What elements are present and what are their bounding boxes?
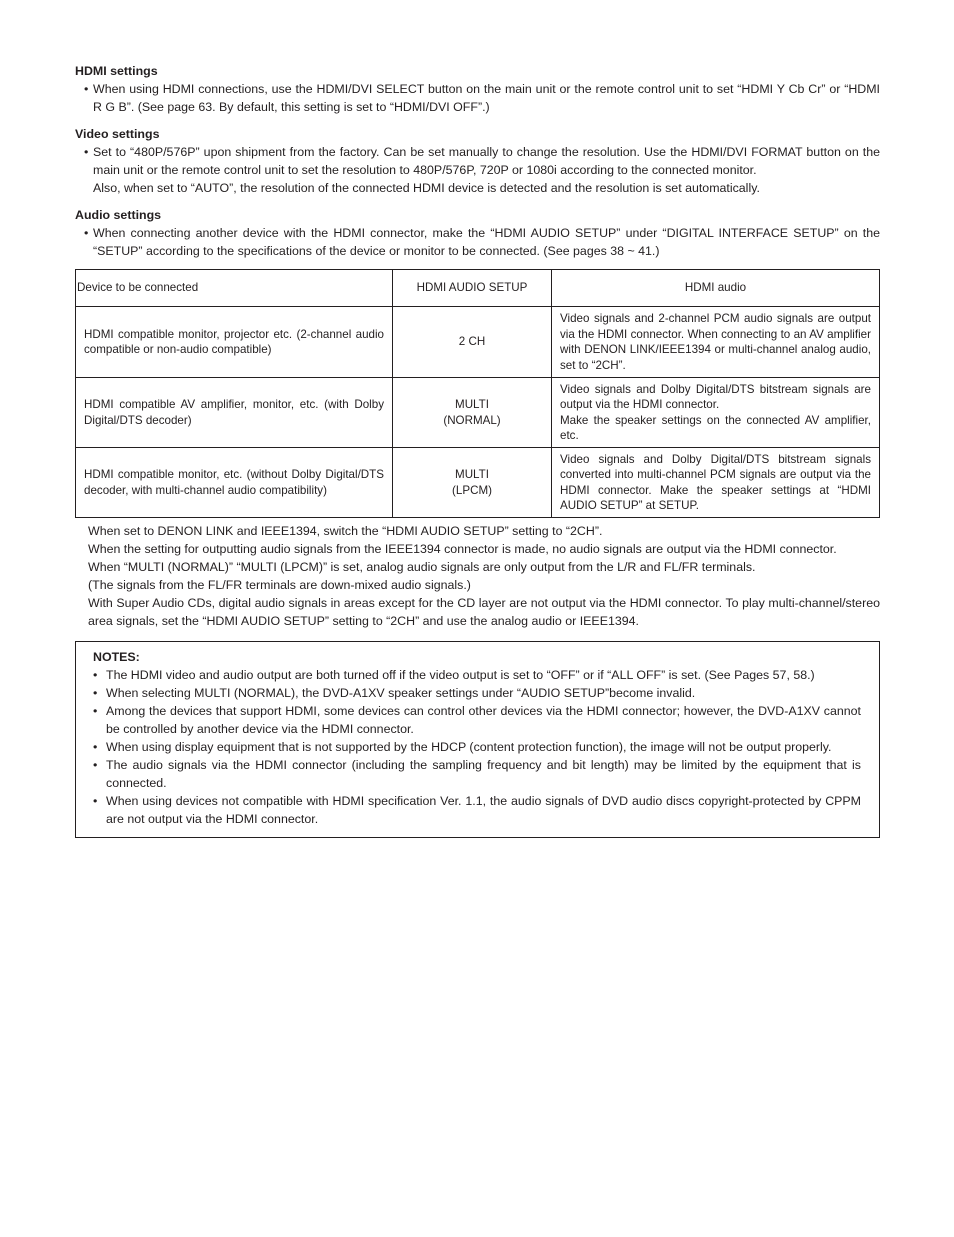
note-text: The HDMI video and audio output are both turned off if the video output is set to “OFF” or if “ALL OFF” is set. (See Pages 57, 58.) (106, 668, 815, 682)
hdmi-settings-section (75, 62, 880, 116)
note-text: When using display equipment that is not supported by the HDCP (content protection function), the image will not be output properly. (106, 740, 832, 754)
bullet-dot: • (93, 794, 98, 808)
bullet-dot: • (93, 686, 98, 700)
note-item (93, 738, 861, 756)
audio-cell (552, 307, 880, 378)
hdmi-settings-heading: HDMI settings (75, 64, 158, 78)
note-text: When selecting MULTI (NORMAL), the DVD-A1XV speaker settings under “AUDIO SETUP”become invalid. (106, 686, 696, 700)
notes-box (75, 641, 880, 838)
video-settings-section (75, 125, 880, 197)
setup-value: (NORMAL) (443, 413, 501, 427)
audio-settings-section (75, 206, 880, 260)
audio-settings-bullet (75, 224, 880, 260)
audio-text: Make the speaker settings on the connected AV amplifier, etc. (560, 413, 871, 442)
header-setup: HDMI AUDIO SETUP (393, 270, 552, 307)
bullet-dot: • (93, 758, 98, 772)
note-text: Among the devices that support HDMI, some devices can control other devices via the HDMI connector; however, the DVD-A1XV cannot be controlled by another device via the HDMI connector. (106, 704, 861, 736)
table-header-row (76, 270, 880, 307)
bullet-text: Also, when set to “AUTO”, the resolution of the connected HDMI device is detected and the resolution is set automatically. (93, 181, 760, 195)
video-settings-heading: Video settings (75, 127, 160, 141)
note-item (93, 702, 861, 738)
notes-list (93, 666, 861, 828)
notes-title: NOTES: (93, 650, 140, 664)
bullet-dot: • (84, 82, 89, 96)
bullet-text: When using HDMI connections, use the HDMI/DVI SELECT button on the main unit or the remote control unit to set “HDMI Y Cb Cr” or “HDMI R G B”. (See page 63. By default, this setting is set to “HDMI/DVI OFF”.) (93, 82, 880, 114)
setup-value: MULTI (455, 398, 489, 411)
bullet-dot: • (93, 704, 98, 718)
audio-cell (552, 448, 880, 518)
video-settings-bullet (75, 143, 880, 197)
footnote-text: (The signals from the FL/FR terminals are down-mixed audio signals.) (88, 578, 471, 592)
footnote-text: With Super Audio CDs, digital audio signals in areas except for the CD layer are not output via the HDMI connector. To play multi-channel/stereo area signals, set the “HDMI AUDIO SETUP” setting to “2CH” and use the analog audio or IEEE1394. (88, 596, 880, 628)
bullet-dot: • (93, 668, 98, 682)
hdmi-settings-bullet (75, 80, 880, 116)
hdmi-audio-table (75, 269, 880, 518)
table-row (76, 448, 880, 518)
device-cell: HDMI compatible AV amplifier, monitor, etc. (with Dolby Digital/DTS decoder) (76, 378, 393, 448)
setup-cell (393, 307, 552, 378)
setup-value: (LPCM) (452, 483, 492, 497)
footnote-text: When “MULTI (NORMAL)” “MULTI (LPCM)” is set, analog audio signals are only output from the L/R and FL/FR terminals. (88, 560, 756, 574)
table-row (76, 378, 880, 448)
note-text: The audio signals via the HDMI connector (including the sampling frequency and bit length) may be limited by the equipment that is connected. (106, 758, 861, 790)
bullet-text: Set to “480P/576P” upon shipment from the factory. Can be set manually to change the resolution. Use the HDMI/DVI FORMAT button on the main unit or the remote control unit to set the resolution to 480P/576P, 720P or 1080i according to the connected monitor. (93, 145, 880, 177)
note-item (93, 756, 861, 792)
table-footnotes (88, 522, 880, 630)
bullet-dot: • (84, 145, 89, 159)
table-row (76, 307, 880, 378)
note-text: When using devices not compatible with HDMI specification Ver. 1.1, the audio signals of DVD audio discs copyright-protected by CPPM are not output via the HDMI connector. (106, 794, 861, 826)
audio-text: Video signals and Dolby Digital/DTS bitstream signals are output via the HDMI connector. (560, 382, 871, 411)
header-device: Device to be connected (76, 270, 393, 307)
bullet-text: When connecting another device with the HDMI connector, make the “HDMI AUDIO SETUP” under “DIGITAL INTERFACE SETUP” on the “SETUP” according to the specifications of the device or monitor to be connected. (See pages 38 ~ 41.) (93, 226, 880, 258)
note-item (93, 792, 861, 828)
device-cell: HDMI compatible monitor, etc. (without Dolby Digital/DTS decoder, with multi-channel audio compatibility) (76, 448, 393, 518)
manual-page (75, 62, 880, 838)
setup-cell (393, 378, 552, 448)
footnote-text: When the setting for outputting audio signals from the IEEE1394 connector is made, no audio signals are output via the HDMI connector. (88, 542, 837, 556)
audio-text: Video signals and Dolby Digital/DTS bitstream signals converted into multi-channel PCM signals are output via the HDMI connector. Make the speaker settings at “HDMI AUDIO SETUP” at SETUP. (560, 452, 871, 512)
setup-value: 2 CH (458, 335, 486, 349)
setup-cell (393, 448, 552, 518)
audio-text: Video signals and 2-channel PCM audio signals are output via the HDMI connector. When connecting to an AV amplifier with DENON LINK/IEEE1394 or multi-channel analog audio, set to “2CH”. (560, 312, 871, 372)
audio-cell (552, 378, 880, 448)
bullet-dot: • (93, 740, 98, 754)
device-cell: HDMI compatible monitor, projector etc. (2-channel audio compatible or non-audio compatible) (76, 307, 393, 378)
bullet-dot: • (84, 226, 89, 240)
audio-settings-heading: Audio settings (75, 208, 162, 222)
footnote-text: When set to DENON LINK and IEEE1394, switch the “HDMI AUDIO SETUP” setting to “2CH”. (88, 524, 603, 538)
note-item (93, 684, 861, 702)
note-item (93, 666, 861, 684)
setup-value: MULTI (455, 468, 489, 481)
header-audio: HDMI audio (552, 270, 880, 307)
